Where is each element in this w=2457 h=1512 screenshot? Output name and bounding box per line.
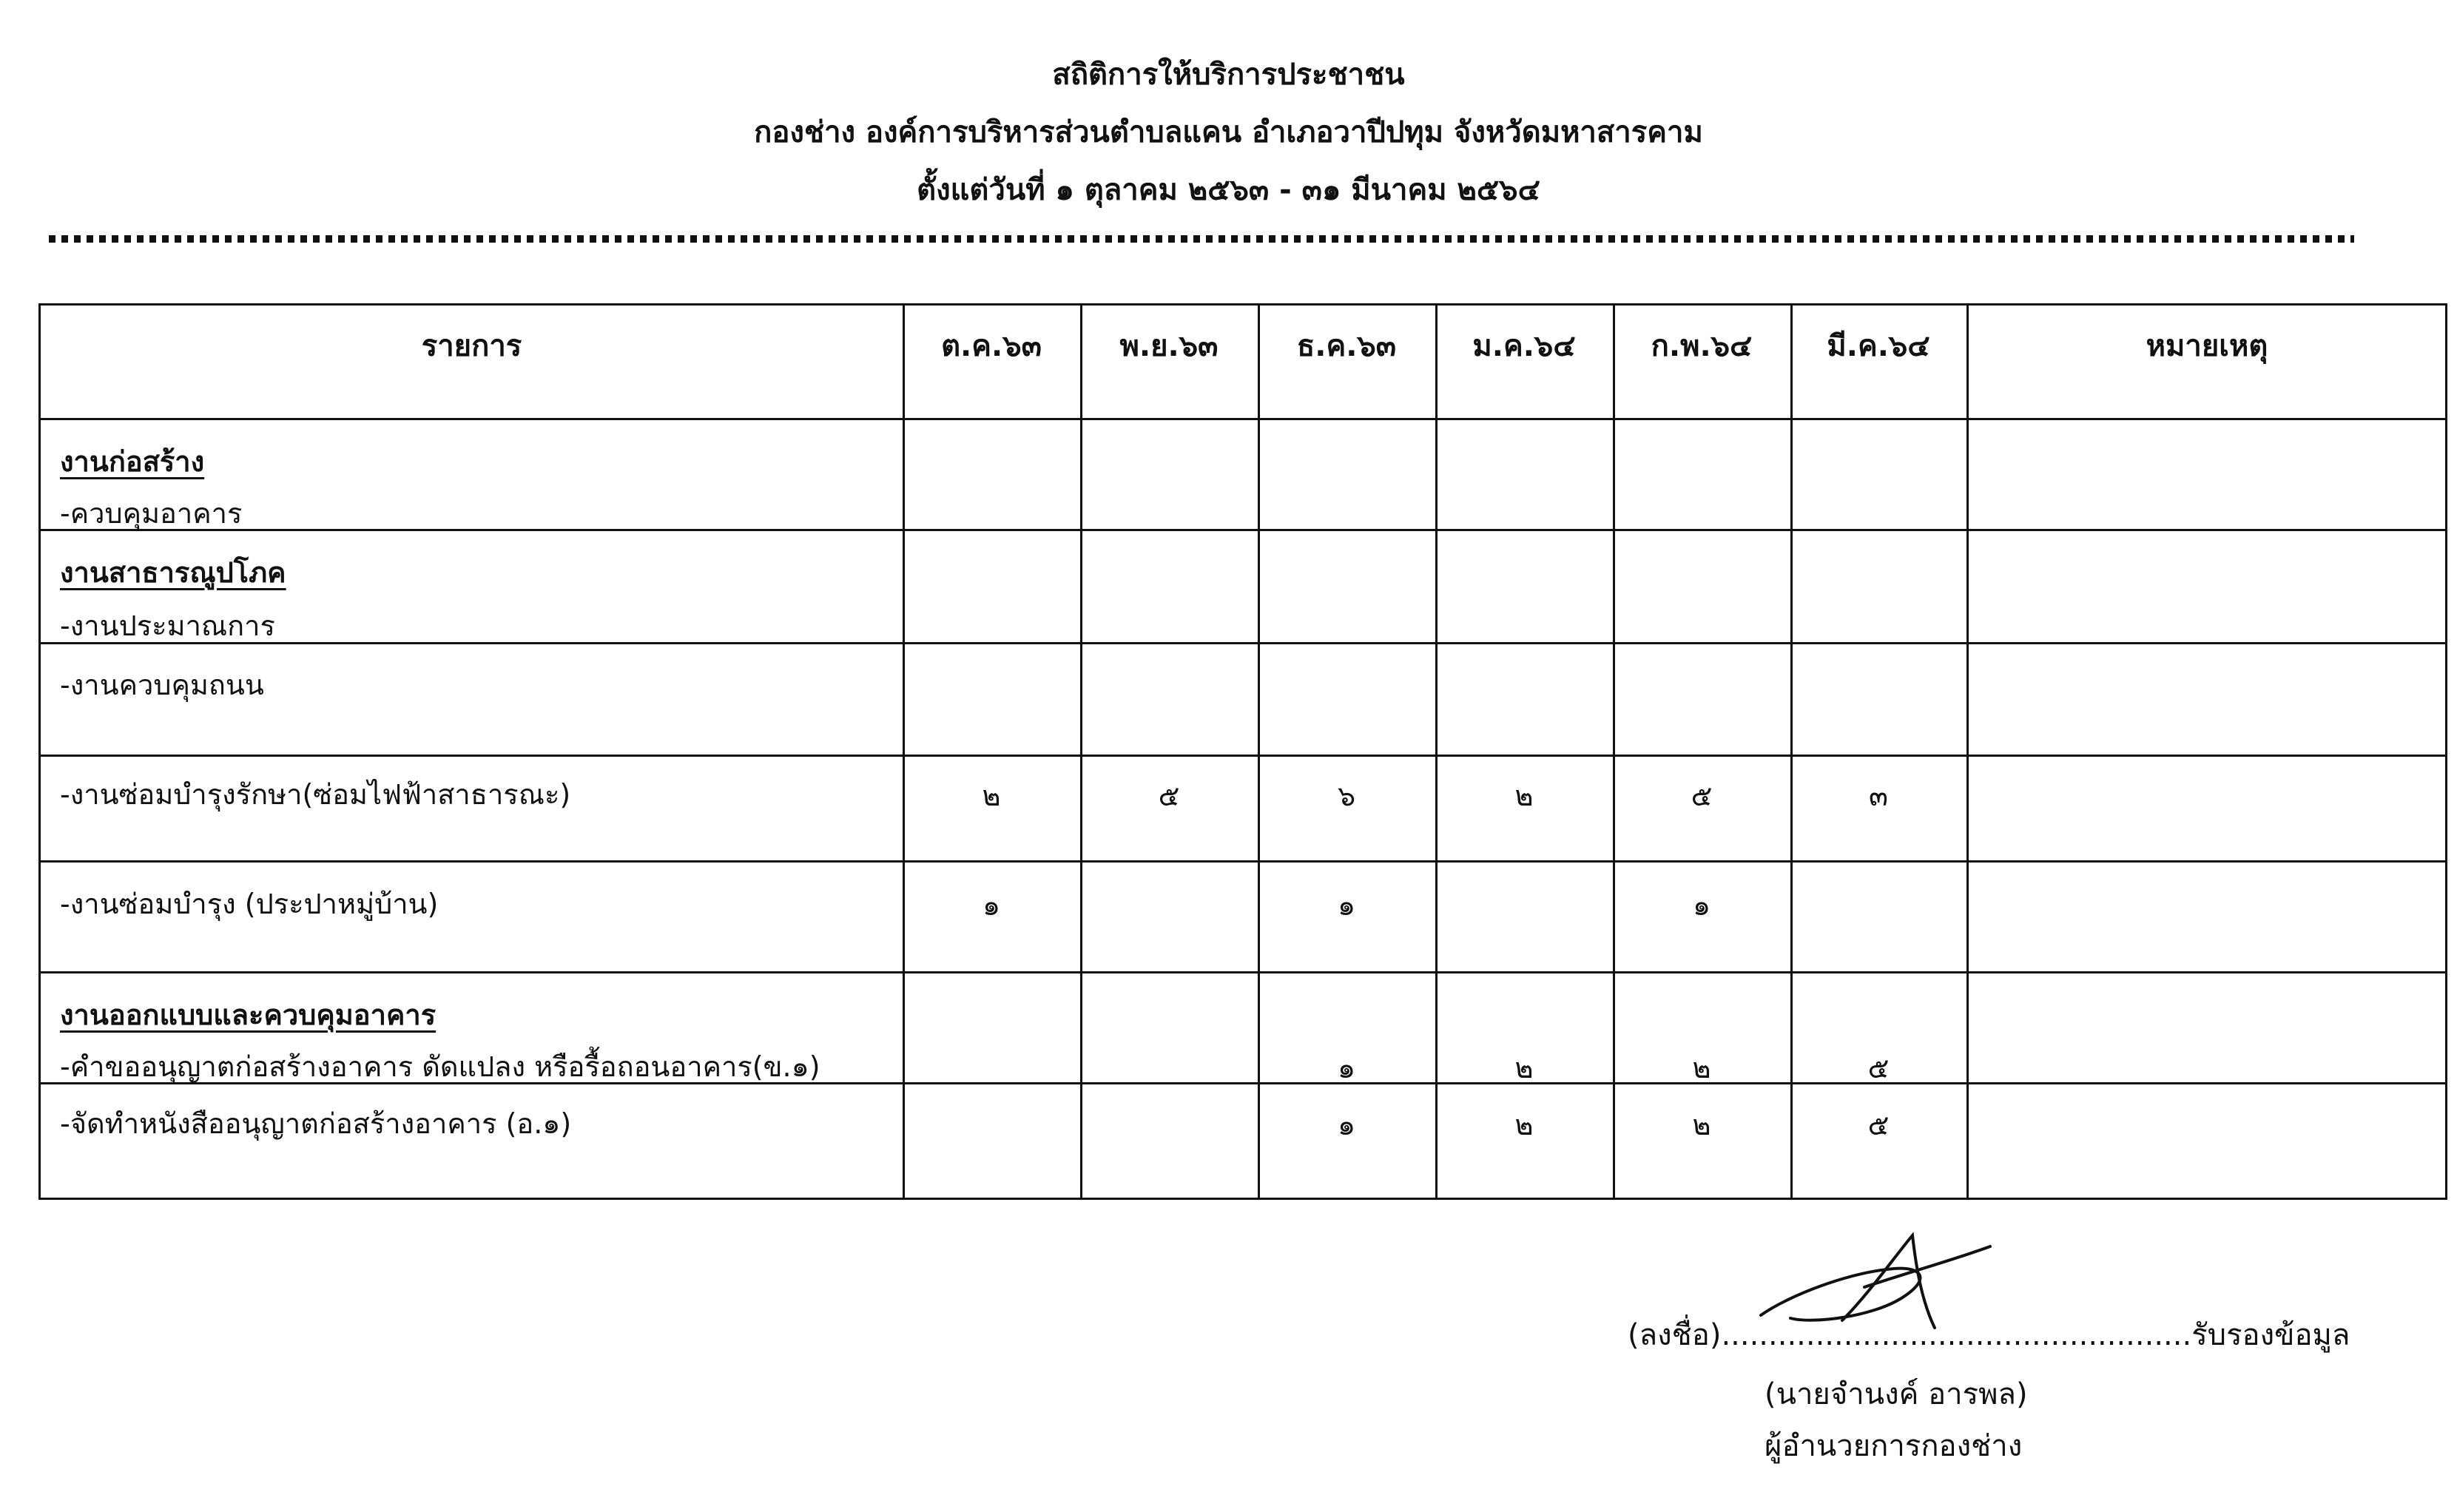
table-cell: ๑ (1692, 889, 1711, 922)
table-cell: ๕ (1691, 780, 1713, 812)
category-label: งานออกแบบและควบคุมอาคาร (60, 999, 437, 1031)
table-cell: ๓ (1869, 780, 1888, 812)
header-organization: กองช่าง องค์การบริหารส่วนตำบลแคน อำเภอวาปีปทุม จังหวัดมหาสารคาม (754, 115, 1703, 149)
signer-name: (นายจำนงค์ อารพล) (1765, 1377, 2028, 1411)
col-divider (1080, 306, 1082, 1198)
row-label: -จัดทำหนังสืออนุญาตก่อสร้างอาคาร (อ.๑) (60, 1107, 572, 1140)
table-cell: ๑ (982, 889, 1001, 922)
table-cell: ๑ (1337, 1109, 1356, 1141)
row-divider (41, 642, 2445, 644)
col-header-remarks: หมายเหตุ (2146, 329, 2268, 363)
dotted-separator (49, 235, 2354, 243)
table-cell: ๒ (1514, 780, 1534, 812)
col-header-dec63: ธ.ค.๖๓ (1296, 329, 1397, 363)
sign-dots: .................................................. (1721, 1318, 2192, 1352)
table-cell: ๕ (1158, 780, 1180, 812)
table-cell: ๑ (1337, 889, 1356, 922)
table-cell: ๑ (1337, 1052, 1356, 1084)
col-header-item: รายการ (421, 329, 522, 363)
row-divider (41, 860, 2445, 863)
certify-text: รับรองข้อมูล (2191, 1318, 2350, 1352)
col-header-jan64: ม.ค.๖๔ (1472, 329, 1576, 363)
table-cell: ๒ (1514, 1109, 1534, 1141)
header-period: ตั้งแต่วันที่ ๑ ตุลาคม ๒๕๖๓ - ๓๑ มีนาคม ๒๕๖๔ (917, 173, 1540, 207)
table-cell: ๒ (1514, 1052, 1534, 1084)
row-label: -ควบคุมอาคาร (60, 497, 243, 530)
row-divider (41, 418, 2445, 420)
row-label: -งานซ่อมบำรุงรักษา(ซ่อมไฟฟ้าสาธารณะ) (60, 778, 571, 811)
category-label: งานก่อสร้าง (60, 445, 205, 478)
handwritten-signature (1746, 1228, 2012, 1339)
row-label: -งานประมาณการ (60, 610, 275, 642)
col-divider (903, 306, 905, 1198)
statistics-table (38, 303, 2447, 1200)
col-header-nov63: พ.ย.๖๓ (1119, 329, 1219, 363)
col-header-feb64: ก.พ.๖๔ (1651, 329, 1753, 363)
table-cell: ๕ (1867, 1052, 1890, 1084)
document-header (0, 46, 2457, 219)
col-header-mar64: มี.ค.๖๔ (1827, 329, 1930, 363)
table-cell: ๕ (1867, 1109, 1890, 1141)
table-cell: ๒ (982, 780, 1001, 812)
category-label: งานสาธารณูปโภค (60, 556, 286, 589)
signer-position: ผู้อำนวยการกองช่าง (1765, 1429, 2023, 1463)
sign-prefix: (ลงชื่อ) (1628, 1318, 1722, 1352)
row-label: -งานควบคุมถนน (60, 669, 264, 701)
table-cell: ๒ (1692, 1052, 1711, 1084)
table-cell: ๖ (1337, 780, 1356, 812)
table-cell: ๒ (1692, 1109, 1711, 1141)
row-label: -งานซ่อมบำรุง (ประปาหมู่บ้าน) (60, 888, 439, 920)
row-divider (41, 755, 2445, 757)
row-divider (41, 529, 2445, 531)
header-title: สถิติการให้บริการประชาชน (1052, 58, 1405, 92)
row-label: -คำขออนุญาตก่อสร้างอาคาร ดัดแปลง หรือรื้อถอนอาคาร(ข.๑) (60, 1050, 820, 1083)
col-divider (1966, 306, 1969, 1198)
row-divider (41, 971, 2445, 973)
col-header-oct63: ต.ค.๖๓ (941, 329, 1042, 363)
